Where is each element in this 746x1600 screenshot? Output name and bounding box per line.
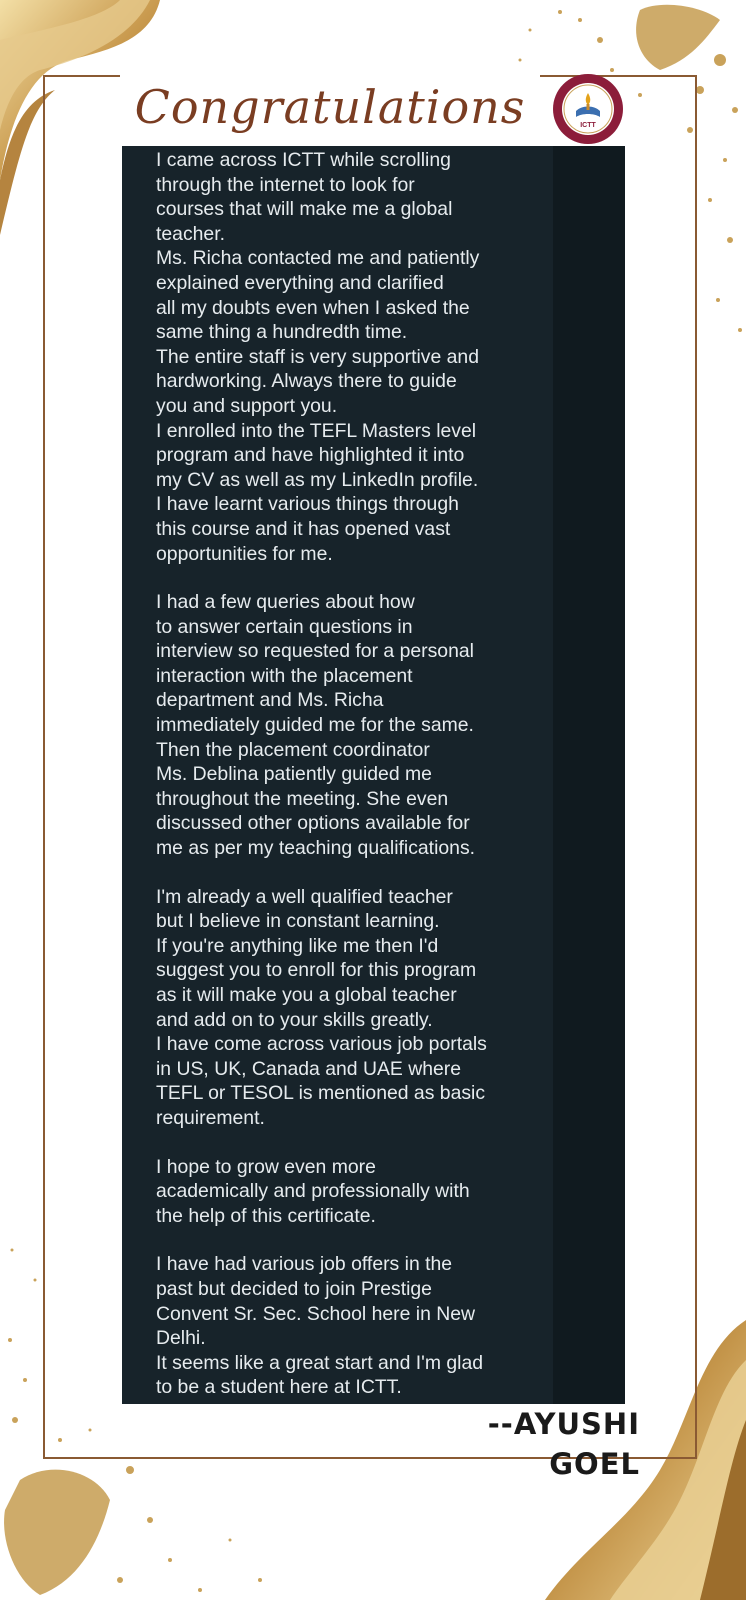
testimonial-screenshot (122, 146, 625, 1404)
testimonial-paragraph: I'm already a well qualified teacher but I believe in constant learning. If you're anything like me then I'd suggest you to enroll for this program as it will make you a global teacher and add on to your skills greatly. I have come across various job portals in US, UK, Canada and UAE where TEFL or TESOL is mentioned as basic requirement. (156, 885, 487, 1129)
testimonial-message (156, 148, 556, 1400)
testimonial-paragraph: I hope to grow even more academically and professionally with the help of this certificate. (156, 1155, 470, 1227)
page-title: Congratulations (120, 72, 540, 142)
ictt-logo (552, 73, 624, 145)
logo-text: ICTT (580, 122, 596, 129)
testimonial-paragraph: I came across ICTT while scrolling through the internet to look for courses that will make me a global teacher. Ms. Richa contacted me and patiently explained everything and clarified all my doubts even when I asked the same thing a hundredth time. The entire staff is very supportive and hardworking. Always there to guide you and support you. I enrolled into the TEFL Masters level program and have highlighted it into my CV as well as my LinkedIn profile. I have learnt various things through this course and it has opened vast opportunities for me. (156, 149, 480, 565)
testimonial-paragraph: I have had various job offers in the past but decided to join Prestige Convent Sr. Sec. School here in New Delhi. It seems like a great start and I'm glad to be a student here at ICTT. (156, 1253, 484, 1399)
chat-background-pattern (553, 146, 625, 1404)
signature: --AYUSHI GOEL (487, 1407, 640, 1481)
testimonial-paragraph: I had a few queries about how to answer certain questions in interview so requested for a personal interaction with the placement department and Ms. Richa immediately guided me for the same. Then the placement coordinator Ms. Deblina patiently guided me throughout the meeting. She even discussed other options available for me as per my teaching qualifications. (156, 591, 476, 860)
